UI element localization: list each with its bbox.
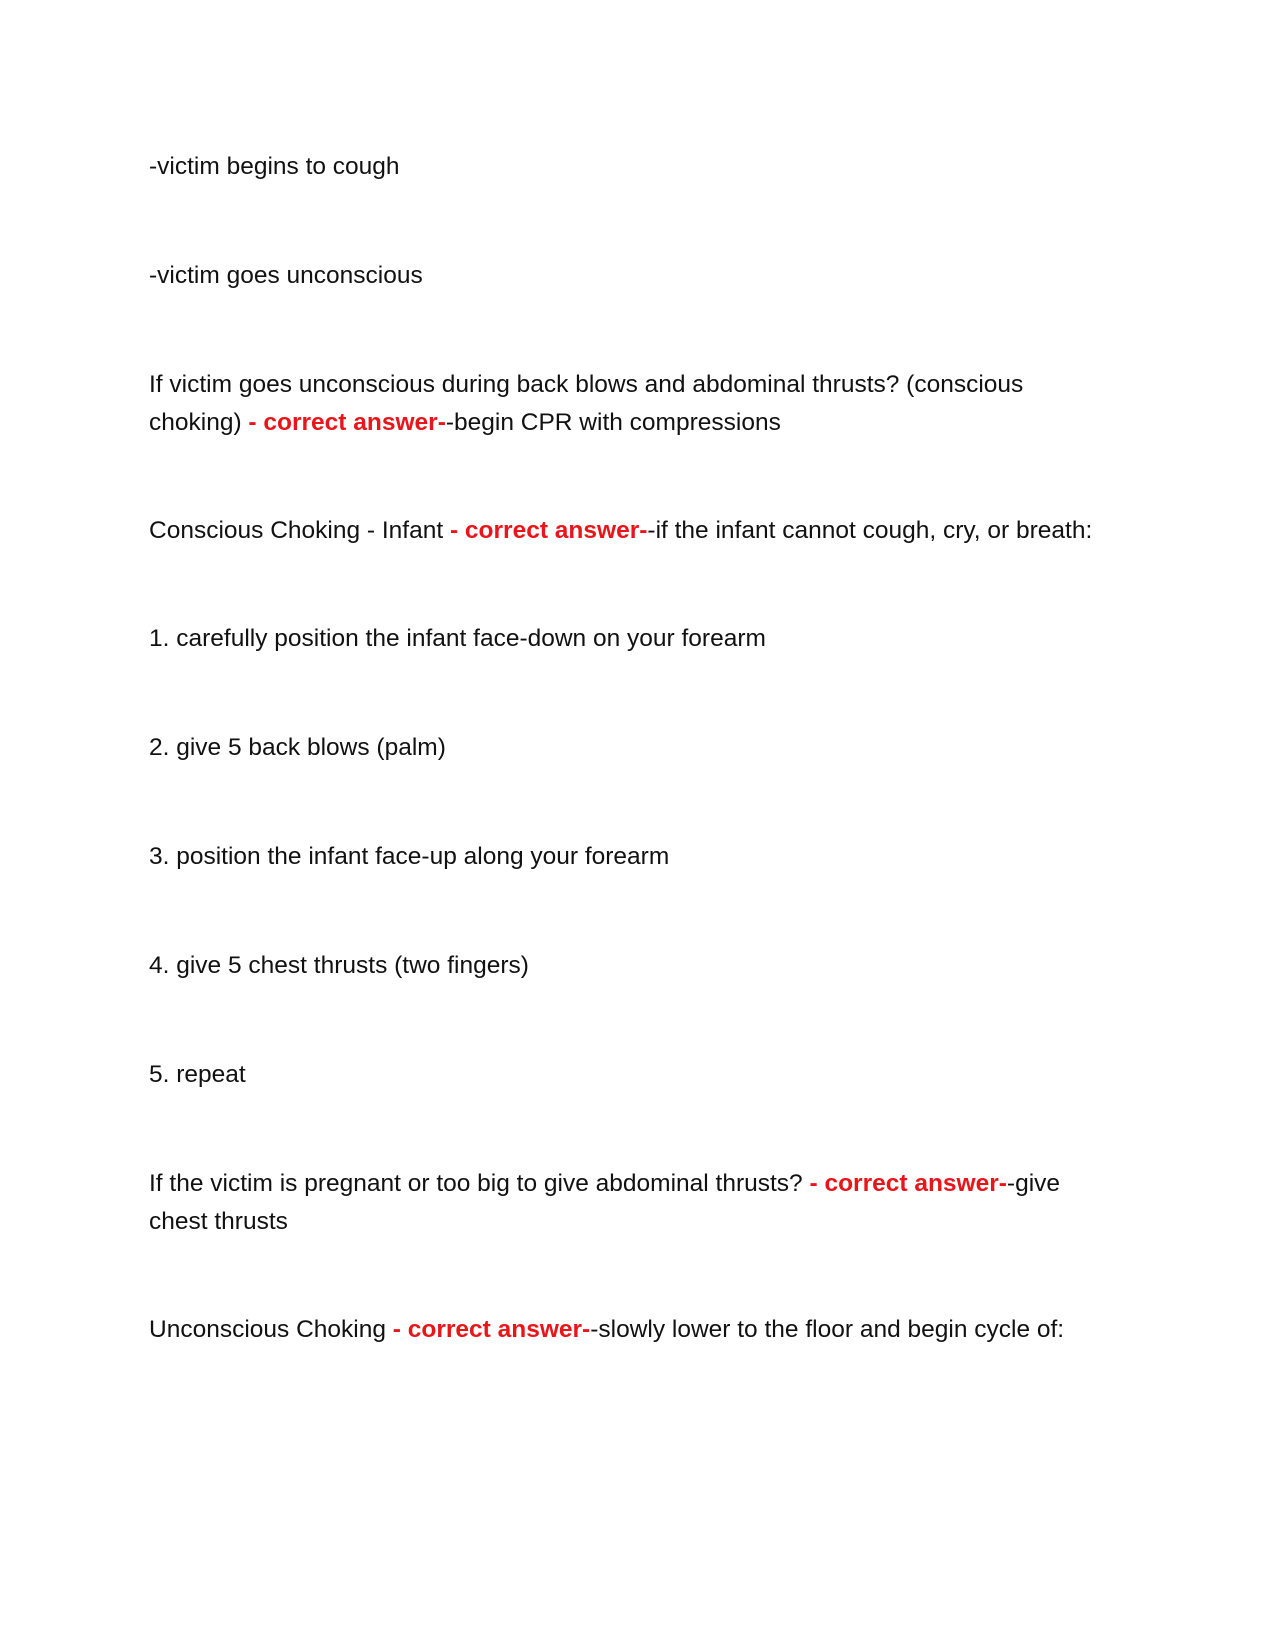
document-body <box>149 148 1109 1419</box>
question-text: Unconscious Choking <box>149 1316 393 1343</box>
question-text: If victim goes unconscious during back blows and abdominal thrusts? (conscious choking) <box>149 371 1024 436</box>
paragraph-text: 1. carefully position the infant face-down on your forearm <box>149 625 766 652</box>
correct-answer-marker: - correct answer- <box>248 409 446 436</box>
paragraph-text: 3. position the infant face-up along your forearm <box>149 843 670 870</box>
list-item <box>149 620 1109 658</box>
paragraph-text: -victim begins to cough <box>149 153 400 180</box>
question-text: Conscious Choking - Infant <box>149 517 450 544</box>
qa-item <box>149 1311 1109 1349</box>
correct-answer-marker: - correct answer- <box>809 1170 1007 1197</box>
list-item <box>149 729 1109 767</box>
qa-item <box>149 1165 1109 1241</box>
list-item <box>149 257 1109 295</box>
list-item <box>149 838 1109 876</box>
list-item <box>149 947 1109 985</box>
answer-text: -slowly lower to the floor and begin cycle of: <box>590 1316 1065 1343</box>
list-item <box>149 1056 1109 1094</box>
question-text: If the victim is pregnant or too big to give abdominal thrusts? <box>149 1170 810 1197</box>
correct-answer-marker: - correct answer- <box>392 1316 591 1343</box>
answer-text: -if the infant cannot cough, cry, or breath: <box>647 517 1093 544</box>
answer-text: -give chest thrusts <box>149 1170 1061 1235</box>
paragraph-text: -victim goes unconscious <box>149 262 423 289</box>
answer-text: -begin CPR with compressions <box>445 409 781 436</box>
qa-item <box>149 366 1109 442</box>
paragraph-text: 5. repeat <box>149 1061 246 1088</box>
correct-answer-marker: - correct answer- <box>449 517 648 544</box>
list-item <box>149 148 1109 186</box>
qa-item <box>149 512 1109 550</box>
paragraph-text: 2. give 5 back blows (palm) <box>149 734 446 761</box>
paragraph-text: 4. give 5 chest thrusts (two fingers) <box>149 952 529 979</box>
